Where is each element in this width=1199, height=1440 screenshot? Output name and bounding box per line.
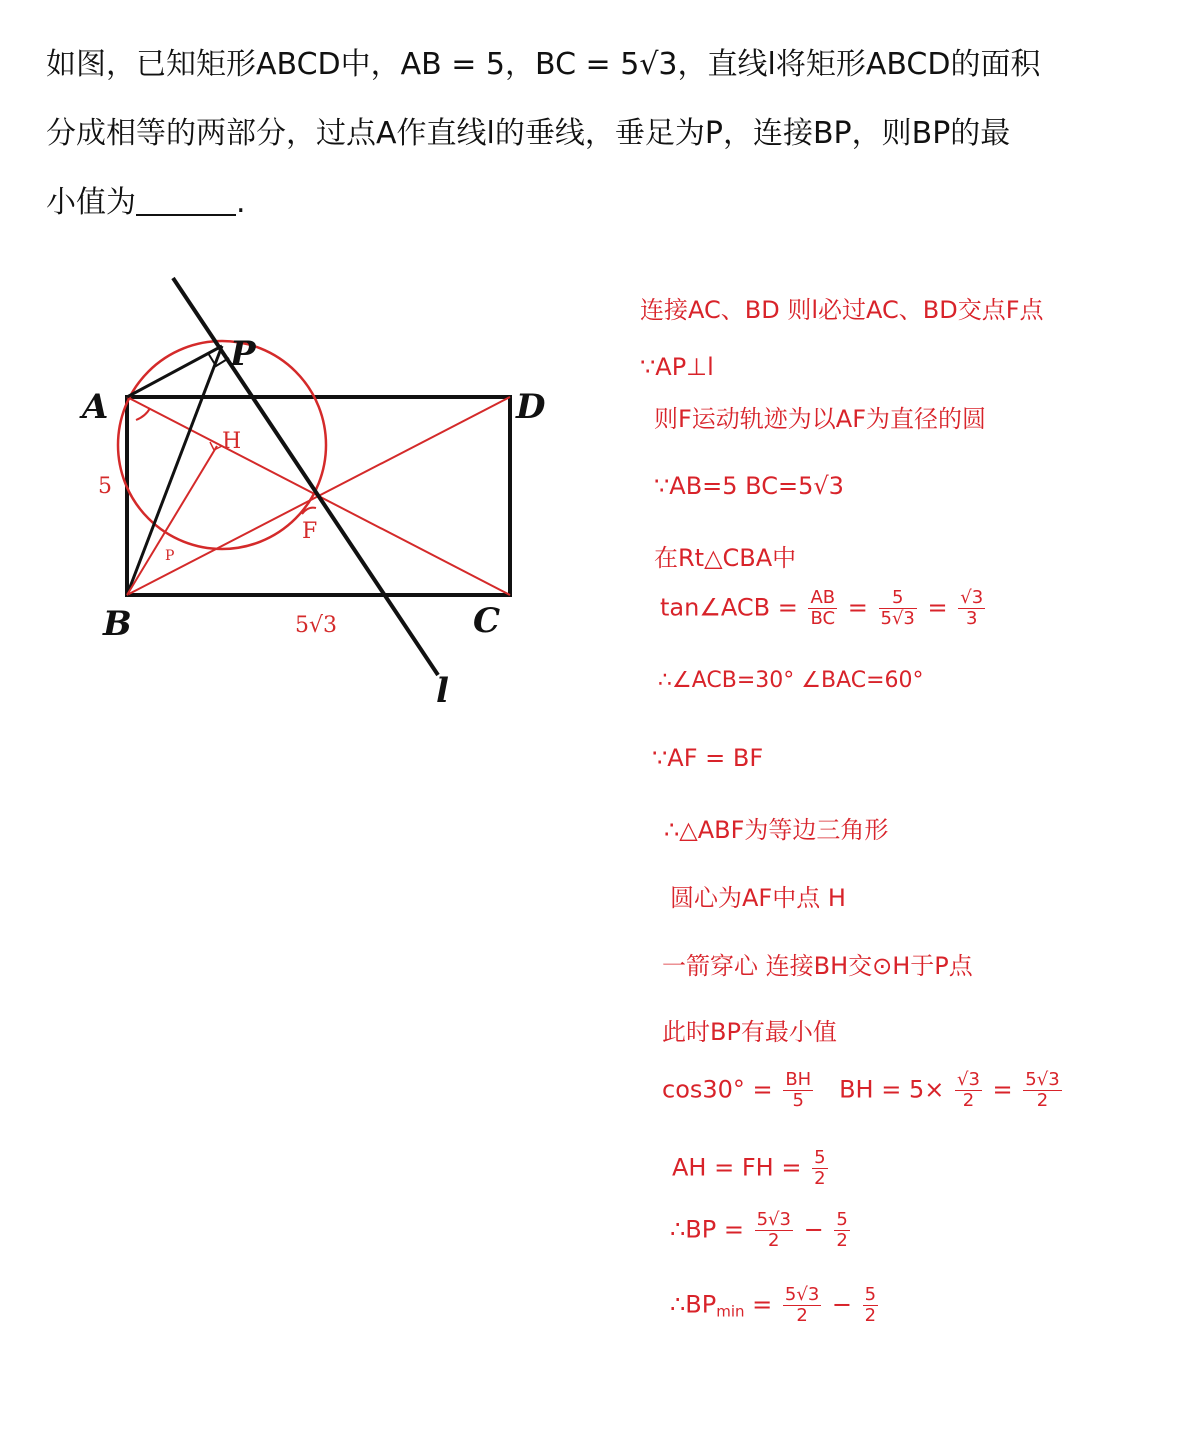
angle-mark-a xyxy=(136,408,150,420)
fraction-5sqrt3-2: $\frac{5√3}{2}$ xyxy=(1025,1069,1060,1111)
solution-step-9: ∴△ABF为等边三角形 xyxy=(664,816,889,844)
fraction-bpmin-term1: $\frac{5√3}{2}$ xyxy=(784,1284,820,1326)
problem-line-3-end: . xyxy=(236,185,246,220)
fraction-bh-5: $\frac{BH}{5}$ xyxy=(785,1069,812,1111)
solution-step-16: $\therefore BP_{min}$ = $\frac{5√3}{2}$ − $\frac{5}{2}$ xyxy=(670,1284,877,1326)
problem-statement xyxy=(46,30,1156,237)
label-p: P xyxy=(230,334,256,374)
fraction-sqrt3-3: $\frac{√3}{3}$ xyxy=(960,587,984,629)
problem-line-2: 分成相等的两部分，过点A作直线l的垂线，垂足为P，连接BP，则BP的最 xyxy=(46,116,1011,151)
label-ab-length: 5 xyxy=(98,474,112,499)
solution-step-1: 连接AC、BD 则l必过AC、BD交点F点 xyxy=(640,296,1044,324)
solution-step-5: 在Rt△CBA中 xyxy=(654,544,797,572)
problem-line-3 xyxy=(46,168,1156,237)
solution-step-13: cos30° = $\frac{BH}{5}$ BH = 5× $\frac{√3}{2}$ = $\frac{5√3}{2}$ xyxy=(662,1069,1060,1111)
fraction-bp-term2: $\frac{5}{2}$ xyxy=(836,1209,848,1251)
problem-line-3-text: 小值为 xyxy=(46,185,136,220)
solution-step-7: ∴∠ACB=30° ∠BAC=60° xyxy=(658,668,924,693)
label-h: H xyxy=(222,429,242,454)
label-c: C xyxy=(473,601,501,641)
answer-blank xyxy=(136,184,236,216)
label-d: D xyxy=(516,387,546,427)
solution-step-4: ∵AB=5 BC=5√3 xyxy=(654,472,844,500)
segment-bp xyxy=(127,346,222,595)
label-a: A xyxy=(82,387,109,427)
tan-expression: tan∠ACB = xyxy=(660,593,798,622)
solution-step-2: ∵AP⊥l xyxy=(640,353,714,381)
solution-step-14: AH = FH = $\frac{5}{2}$ xyxy=(672,1147,826,1189)
label-l: l xyxy=(436,671,449,710)
solution-step-3: 则F运动轨迹为以AF为直径的圆 xyxy=(654,405,987,433)
label-p-small: P xyxy=(165,548,175,564)
label-b: B xyxy=(103,604,132,644)
solution-step-12: 此时BP有最小值 xyxy=(662,1018,837,1046)
solution-step-10: 圆心为AF中点 H xyxy=(670,884,846,912)
fraction-5-2: $\frac{5}{2}$ xyxy=(814,1147,826,1189)
geometry-figure xyxy=(70,270,590,710)
fraction-ab-bc: $\frac{AB}{BC}$ xyxy=(810,587,836,629)
fraction-bpmin-term2: $\frac{5}{2}$ xyxy=(864,1284,877,1326)
fraction-sqrt3-2: $\frac{√3}{2}$ xyxy=(957,1069,980,1111)
solution-step-11: 一箭穿心 连接BH交⊙H于P点 xyxy=(662,952,973,980)
solution-step-15: ∴BP = $\frac{5√3}{2}$ − $\frac{5}{2}$ xyxy=(670,1209,848,1251)
problem-line-1: 如图，已知矩形ABCD中，AB = 5，BC = 5√3，直线l将矩形ABCD的面积 xyxy=(46,47,1041,82)
label-bc-length: 5√3 xyxy=(295,613,338,638)
solution-step-6: tan∠ACB = $\frac{AB}{BC}$ = $\frac{5}{5√3}$ = $\frac{√3}{3}$ xyxy=(660,587,984,629)
fraction-5-5sqrt3: $\frac{5}{5√3}$ xyxy=(880,587,915,629)
fraction-bp-term1: $\frac{5√3}{2}$ xyxy=(756,1209,791,1251)
label-f: F xyxy=(302,519,318,544)
solution-step-8: ∵AF = BF xyxy=(652,744,764,772)
